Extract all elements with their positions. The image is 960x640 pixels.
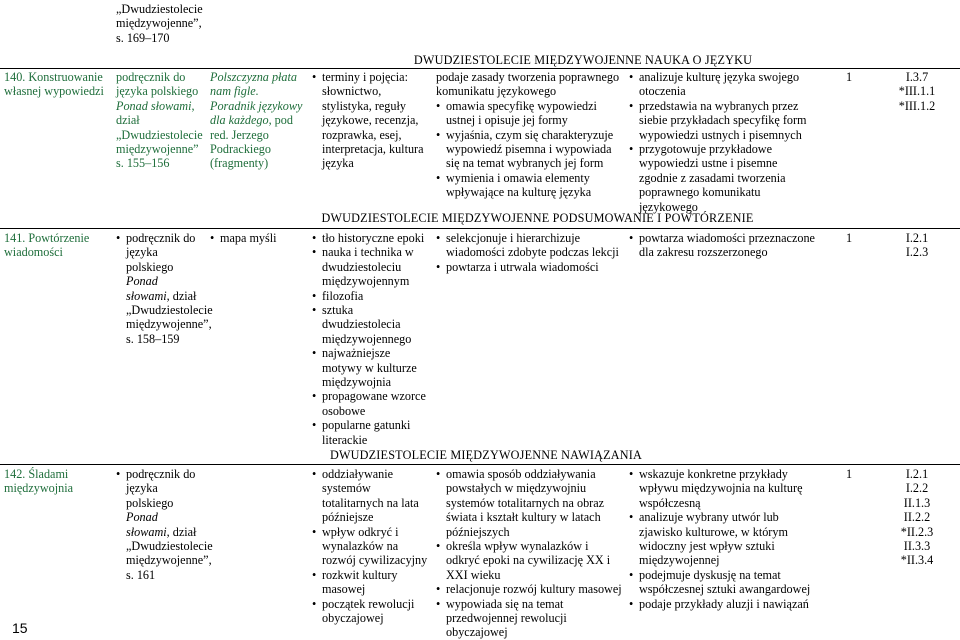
effect-item: • przedstawia na wybranych przez siebie przykładach specyfikę form wypowiedzi ustnych i pisemnych — [629, 99, 817, 142]
source-textbook — [112, 467, 213, 582]
texts-cell — [206, 70, 310, 171]
source-textbook — [112, 70, 208, 171]
concept-item: • najważniejsze motywy w kulturze międzywojnia — [312, 346, 428, 389]
concept-item: • nauka i technika w dwudziestoleciu międzywojennym — [312, 245, 428, 288]
effect-item: • podaje przykłady aluzji i nawiązań — [629, 597, 817, 611]
concepts-cell — [308, 231, 432, 447]
effect-item: • analizuje wybrany utwór lub zjawisko kulturowe, w którym widoczny jest wpływ sztuki międzywojennej — [629, 510, 817, 568]
code: II.1.3 — [903, 495, 931, 510]
skills-cell — [432, 231, 628, 274]
concept-item: • rozkwit kultury masowej — [312, 568, 428, 597]
effect-item: • analizuje kulturę języka swojego otoczenia — [629, 70, 817, 99]
code: *II.2.3 — [900, 524, 934, 539]
page-number: 15 — [12, 620, 28, 636]
skill-item: • określa wpływ wynalazków i odkryć epoki na cywilizację XX i XXI wieku — [436, 539, 624, 582]
skill-item: • omawia sposób oddziaływania powstałych w międzywojniu systemów totalitarnych na obraz świata i kształt kultury w latach późniejszych — [436, 467, 624, 539]
source-line: s. 169–170 — [116, 30, 170, 45]
source-text: , dział „Dwudziestolecie międzywojenne” s. 155–156 — [116, 98, 203, 171]
text-detail: , pod red. Jerzego Podrackiego (fragmenty) — [210, 113, 293, 171]
curriculum-codes — [874, 467, 960, 568]
effects-cell — [625, 70, 821, 214]
skill-lead: podaje zasady tworzenia poprawnego komunikatu językowego — [436, 70, 620, 99]
lesson-title: 141. Powtórzenie wiadomości — [4, 231, 90, 260]
hours-cell: 1 — [846, 70, 853, 84]
concept-item: • wpływ odkryć i wynalazków na rozwój cywilizacyjny — [312, 525, 428, 568]
skill-item: • wyjaśnia, czym się charakteryzuje wypowiedź pisemna i wypowiada się na temat wybranych jej form — [436, 128, 624, 171]
book-title: Ponad słowami — [126, 274, 167, 303]
effects-cell — [625, 467, 821, 611]
code: I.2.1 — [905, 231, 929, 245]
skill-item: • selekcjonuje i hierarchizuje wiadomości zdobyte podczas lekcji — [436, 231, 624, 260]
book-title: Ponad słowami — [126, 510, 167, 539]
previous-row-source-fragment — [112, 2, 212, 45]
curriculum-codes — [874, 70, 960, 113]
texts-cell — [206, 231, 310, 245]
concept-item: • sztuka dwudziestolecia międzywojennego — [312, 303, 428, 346]
effect-item: • przygotowuje przykładowe wypowiedzi ustne i pisemne zgodnie z zasadami tworzenia poprawnego komunikatu językowego — [629, 142, 817, 214]
skills-cell — [432, 70, 628, 200]
code: *III.1.2 — [898, 98, 936, 113]
source-text: , dział „Dwudziestolecie międzywojenne”, s. 161 — [126, 524, 213, 582]
skill-item: • powtarza i utrwala wiadomości — [436, 260, 624, 274]
concept-item: • filozofia — [312, 289, 428, 303]
code: II.3.3 — [903, 539, 931, 554]
effect-item: • wskazuje konkretne przykłady wpływu międzywojnia na kulturę współczesną — [629, 467, 817, 510]
row-divider — [0, 464, 960, 465]
concepts-cell — [308, 70, 432, 171]
concepts-cell — [308, 467, 432, 625]
book-title: Ponad słowami — [116, 98, 192, 113]
effect-item: • podejmuje dyskusję na temat współczesnej sztuki awangardowej — [629, 568, 817, 597]
concept-item: • terminy i pojęcia: słownictwo, stylistyka, reguły językowe, recenzja, rozprawka, esej, interpretacja, kultura języka — [312, 70, 428, 171]
skill-item: • wymienia i omawia elementy wpływające na kulturę języka — [436, 171, 624, 200]
source-line: „Dwudziestolecie — [116, 2, 203, 16]
source-text: podręcznik do języka polskiego — [126, 467, 196, 510]
code: I.2.1 — [905, 467, 929, 481]
text-item: • mapa myśli — [210, 231, 306, 245]
skills-cell — [432, 467, 628, 640]
code: II.2.2 — [903, 510, 931, 525]
code: *III.1.1 — [898, 84, 936, 99]
concept-item: • popularne gatunki literackie — [312, 418, 428, 447]
hours-cell: 1 — [846, 467, 853, 481]
code: I.2.3 — [905, 245, 929, 260]
lesson-title: 140. Konstruowanie własnej wypowiedzi — [4, 70, 104, 99]
source-line: międzywojenne”, — [116, 16, 202, 31]
concept-item: • początek rewolucji obyczajowej — [312, 597, 428, 626]
code: I.2.2 — [905, 481, 929, 496]
source-textbook — [112, 231, 213, 346]
skill-item: • omawia specyfikę wypowiedzi ustnej i opisuje jej formy — [436, 99, 624, 128]
skill-item: • wypowiada się na temat przedwojennej rewolucji obyczajowej — [436, 597, 624, 640]
row-divider — [0, 68, 960, 69]
lesson-title: 142. Śladami międzywojnia — [4, 467, 74, 496]
code: *II.3.4 — [900, 553, 934, 568]
code: I.3.7 — [905, 70, 929, 84]
row-divider — [0, 228, 960, 229]
text-title: Polszczyzna płata nam figle. Poradnik językowy dla każdego — [210, 70, 303, 128]
section-header-podsumowanie: DWUDZIESTOLECIE MIĘDZYWOJENNE PODSUMOWANIE I POWTÓRZENIE — [321, 211, 754, 225]
curriculum-codes — [874, 231, 960, 260]
effect-item: • powtarza wiadomości przeznaczone dla zakresu rozszerzonego — [629, 231, 817, 260]
source-text: podręcznik do języka polskiego — [116, 70, 199, 99]
source-text: , dział „Dwudziestolecie międzywojenne”, s. 158–159 — [126, 288, 213, 346]
concept-item: • oddziaływanie systemów totalitarnych na lata późniejsze — [312, 467, 428, 525]
skill-item: • relacjonuje rozwój kultury masowej — [436, 582, 624, 596]
concept-item: • tło historyczne epoki — [312, 231, 428, 245]
hours-cell: 1 — [846, 231, 853, 245]
section-header-nawiazania: DWUDZIESTOLECIE MIĘDZYWOJENNE NAWIĄZANIA — [329, 448, 643, 462]
effects-cell — [625, 231, 821, 260]
source-text: podręcznik do języka polskiego — [126, 231, 196, 274]
section-header-nauka-o-jezyku: DWUDZIESTOLECIE MIĘDZYWOJENNE NAUKA O JĘZYKU — [413, 53, 753, 67]
concept-item: • propagowane wzorce osobowe — [312, 389, 428, 418]
